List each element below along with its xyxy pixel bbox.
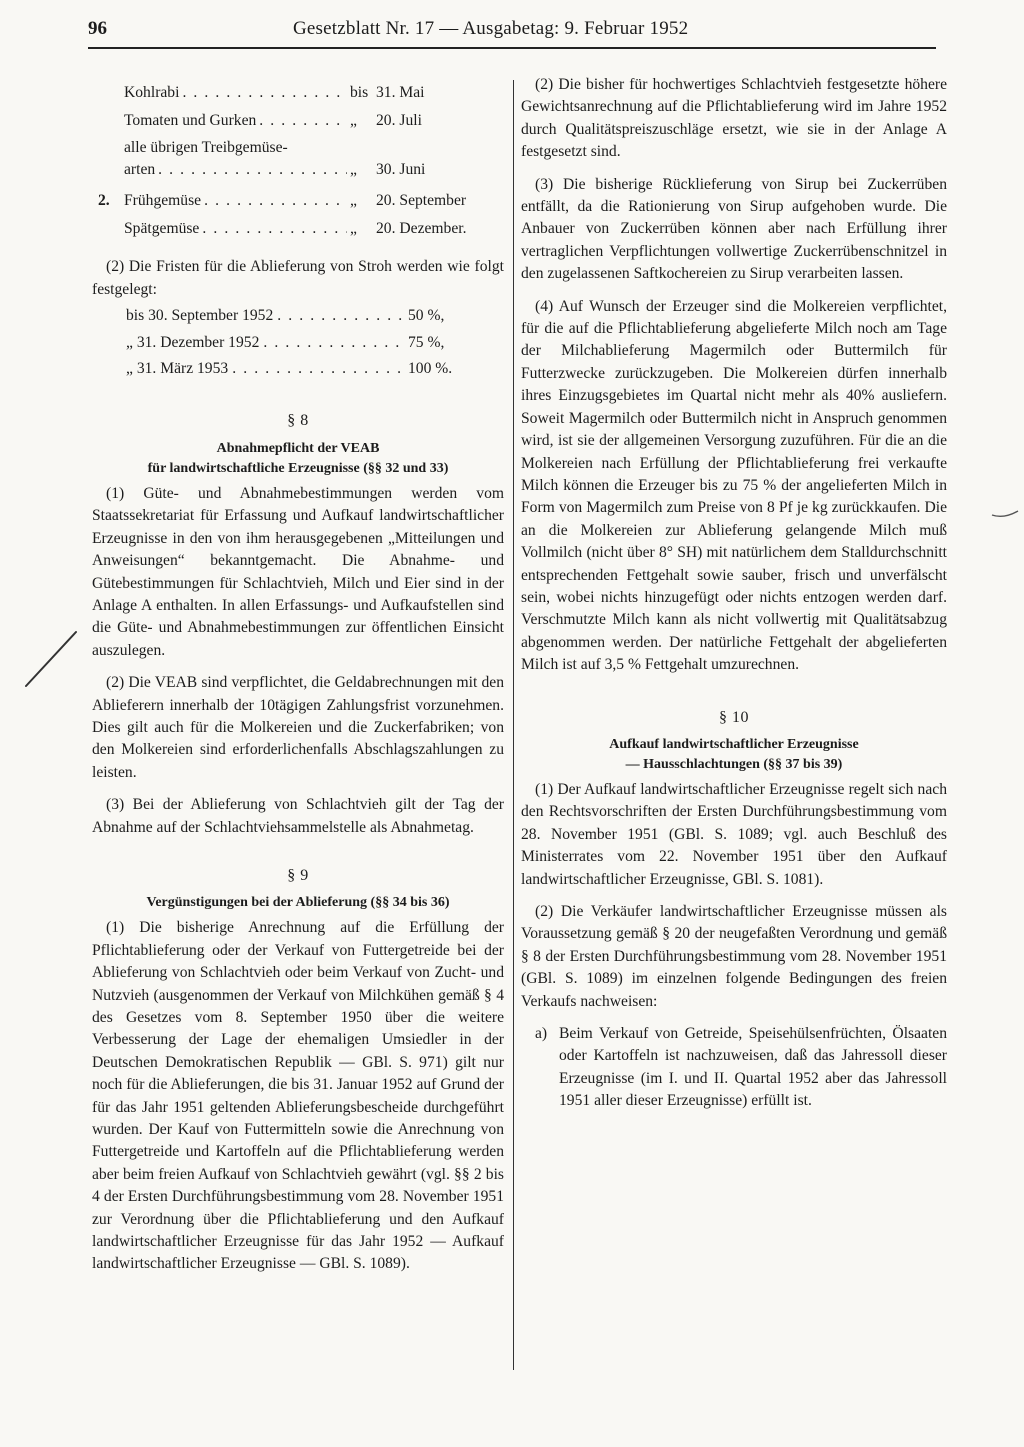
header-title: Gesetzblatt Nr. 17 — Ausgabetag: 9. Februar 1952 <box>293 18 689 39</box>
column-divider <box>513 80 514 1370</box>
margin-tick-mark <box>990 505 1020 521</box>
page-number: 96 <box>88 18 107 39</box>
section-10-heading: Aufkauf landwirtschaftlicher Erzeugnisse — Hausschlachtungen (§§ 37 bis 39) <box>609 736 859 772</box>
list-number: 2. <box>98 191 110 209</box>
stroh-deadline-list <box>126 305 466 380</box>
margin-pen-mark <box>20 628 80 690</box>
deadline-row-label: alle übrigen Treibgemüse- <box>124 138 288 156</box>
section-9-paragraph-4: (4) Auf Wunsch der Erzeuger sind die Molkereien verpflichtet, für die auf die Pflichtablieferung abgelieferte Milch noch am Tage der Milchablieferung Magermilch oder Buttermilch für Futterzwecke zurückzugeben. Die Molkereien dürfen innerhalb ihres Einzugsgebietes im Quartal nicht mehr als 40% ausliefern. Soweit Magermilch oder Buttermilch nicht in Anspruch genommen wird, ist sie der allgemeinen Versorgung zuzuführen. Für die an die Molkereien nach Erfüllung der Pflichtablieferung frei verkaufte Milch können die Erzeuger bis zu 75 % der angelieferten Milch in Form von Magermilch zum Preise von 8 Pf je kg zurückkaufen. Die an die Molkereien zur Ablieferung gelangende Milch muß Vollmilch (nicht über 8° SH) mit natürlichem dem Stalldurchschnitt entsprechenden Fettgehalt sowie sauber, frisch und unverfälscht sein, wobei nichts hinzugefügt oder nichts entzogen werden darf. Verschmutzte Milch kann als nicht vollwertig mit Qualitätsabzug abgenommen werden. Der natürliche Fettgehalt der abgelieferten Milch ist auf 3,5 % Fettgehalt umzurechnen. <box>521 297 947 674</box>
early-late-deadline-list <box>98 190 492 241</box>
deadline-row: arten . . . „ 30. Juni <box>124 159 492 181</box>
header-rule <box>88 47 936 49</box>
section-9-heading: Vergünstigungen bei der Ablieferung (§§ 34 bis 36) <box>146 895 450 911</box>
section-8-number: § 8 <box>287 412 309 430</box>
left-column <box>92 82 504 1286</box>
deadline-row: Kohlrabi . . . bis 31. Mai <box>124 82 492 104</box>
section-9-number: § 9 <box>287 866 309 884</box>
section-9-paragraph-3: (3) Die bisherige Rücklieferung von Sirup bei Zuckerrüben entfällt, da die Rationierung von Sirup aufgehoben wurde. Die Anbauer von Zuckerrüben können aber nach Erfüllung ihrer vertraglichen Verpflichtungen vollwertige Zuckerrübenschnitzel in den zugelassenen Saftkochereien zu Sirup verarbeiten lassen. <box>521 175 947 283</box>
section-10-number: § 10 <box>719 708 749 726</box>
stroh-row: „ 31. Dezember 1952 . . . 75 %, <box>126 332 466 354</box>
section-8-paragraph-3: (3) Bei der Ablieferung von Schlachtvieh gilt der Tag der Abnahme auf der Schlachtviehsammelstelle als Abnahmetag. <box>92 796 504 836</box>
section-9-paragraph-1: (1) Die bisherige Anrechnung auf die Erfüllung der Pflichtablieferung oder der Verkauf von Futtergetreide bei der Ablieferung von Schlachtvieh oder beim Verkauf von Zucht- und Nutzvieh (ausgenommen der Verkauf von Milchkühen gemäß § 4 des Gesetzes vom 8. September 1950 über die weitere Verbesserung der Lage der ehemaligen Umsiedler in der Deutschen Demokratischen Republik — GBl. S. 971) gilt nur noch für die Ablieferungen, die bis 31. Januar 1952 auf Grund der für das Jahr 1951 geltenden Ablieferungsbescheide durchgeführt wurden. Der Kauf von Futtermitteln sowie die Anrechnung von Futtergetreide und Kartoffeln auf die Pflichtablieferung werden aber beim freien Aufkauf von Schlachtvieh gewährt (vgl. §§ 2 bis 4 der Ersten Durchführungsbestimmung vom 28. November 1951 zur Verordnung über die Pflichtablieferung und den Aufkauf landwirtschaftlicher Erzeugnisse für das Jahr 1952 — Aufkauf landwirtschaftlicher Erzeugnisse — GBl. S. 1089). <box>92 919 504 1273</box>
deadline-row: Spätgemüse . . . „ 20. Dezember. <box>124 218 492 240</box>
section-8-paragraph-2: (2) Die VEAB sind verpflichtet, die Geldabrechnungen mit den Ablieferern innerhalb der 10tägigen Zahlungsfrist vorzunehmen. Dies gilt auch für die Molkereien und die Zuckerfabriken; von den Molkereien sind erforderlichenfalls Abschlagszahlungen zu leisten. <box>92 674 504 781</box>
page-header <box>88 14 936 46</box>
section-8-heading: Abnahmepflicht der VEAB für landwirtschaftliche Erzeugnisse (§§ 32 und 33) <box>147 440 449 476</box>
section-10-paragraph-1: (1) Der Aufkauf landwirtschaftlicher Erzeugnisse regelt sich nach den Rechtsvorschriften der Ersten Durchführungsbestimmung vom 28. November 1951 (GBl. S. 1089; vgl. auch Beschluß des Ministerrates vom 22. November 1951 über den Aufkauf landwirtschaftlicher Erzeugnisse, GBl. S. 1081). <box>521 780 947 888</box>
vegetable-deadline-list <box>124 82 492 182</box>
stroh-row: bis 30. September 1952 . . . 50 %, <box>126 305 466 327</box>
section-8-paragraph-1: (1) Güte- und Abnahmebestimmungen werden vom Staatssekretariat für Erfassung und Aufkauf landwirtschaftlicher Erzeugnisse in den von ihm herausgegebenen „Mitteilungen und Anweisungen“ bekanntgemacht. Die Abnahme- und Gütebestimmungen für Schlachtvieh, Milch und Eier sind in der Anlage A enthalten. In allen Erfassungs- und Aufkaufstellen sind die Güte- und Abnahmebestimmungen zur öffentlichen Einsicht auszulegen. <box>92 484 504 659</box>
stroh-paragraph: (2) Die Fristen für die Ablieferung von Stroh werden wie folgt festgelegt: <box>92 258 504 298</box>
deadline-row: Tomaten und Gurken . . . „ 20. Juli <box>124 110 492 132</box>
right-column <box>521 74 947 1113</box>
deadline-row: Frühgemüse . . . „ 20. September <box>124 190 492 212</box>
stroh-row: „ 31. März 1953 . . . 100 %. <box>126 358 466 380</box>
list-item: a) Beim Verkauf von Getreide, Speisehülsenfrüchten, Ölsaaten oder Kartoffeln ist nachzuweisen, daß das Jahressoll dieser Erzeugnisse (im I. und II. Quartal 1952 aber das Jahressoll 1951 aller dieser Erzeugnisse) erfüllt ist. <box>535 1025 947 1110</box>
section-10-paragraph-2: (2) Die Verkäufer landwirtschaftlicher Erzeugnisse müssen als Voraussetzung gemäß § 20 der neugefaßten Verordnung und gemäß § 8 der Ersten Durchführungsbestimmung vom 28. November 1951 (GBl. S. 1089) im einzelnen folgende Bedingungen des freien Verkaufs nachweisen: <box>521 903 947 1010</box>
section-9-paragraph-2: (2) Die bisher für hochwertiges Schlachtvieh festgesetzte höhere Gewichtsanrechnung auf die Pflichtablieferung wird im Jahre 1952 durch Qualitätspreiszuschläge ersetzt, wie sie in der Anlage A festgesetzt sind. <box>521 76 947 161</box>
